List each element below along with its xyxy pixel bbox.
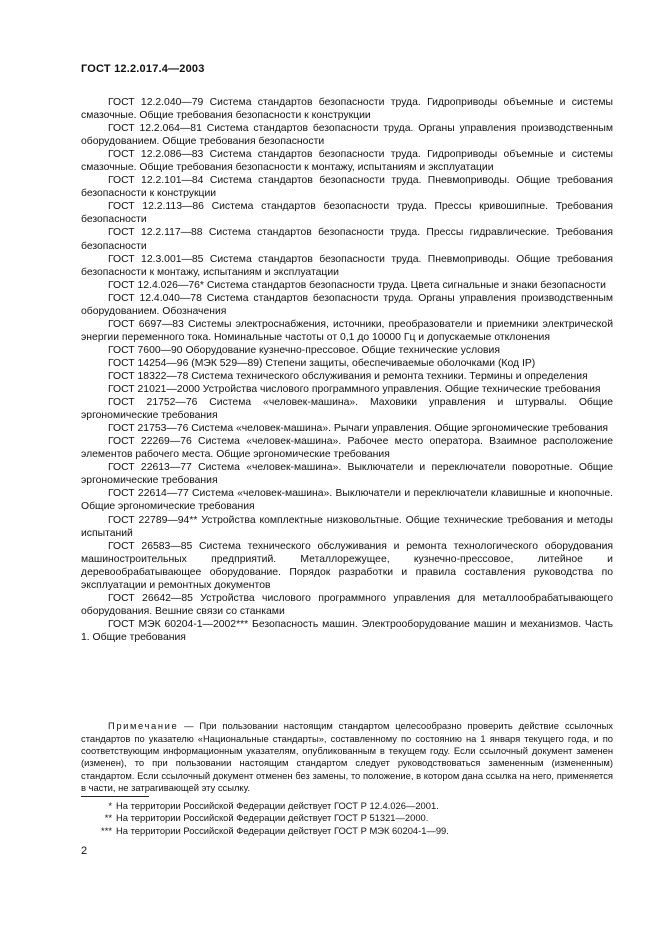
footnote: [81, 825, 613, 837]
footnote: [81, 800, 613, 812]
reference-item: ГОСТ 22614—77 Система «человек-машина». Выключатели и переключатели клавишные и кнопочные. Общие эргономические требования: [81, 488, 613, 513]
reference-item: ГОСТ 12.4.026—76* Система стандартов безопасности труда. Цвета сигнальные и знаки безопасности: [108, 279, 606, 291]
reference-item: ГОСТ 18322—78 Система технического обслуживания и ремонта техники. Термины и определения: [108, 370, 588, 382]
reference-item: ГОСТ 22613—77 Система «человек-машина». Выключатели и переключатели поворотные. Общие эргономические требования: [81, 462, 613, 487]
reference-item: ГОСТ 12.2.040—79 Система стандартов безопасности труда. Гидроприводы объемные и системы смазочные. Общие требования безопасности к конструкции: [81, 97, 613, 122]
footnote-text: На территории Российской Федерации действует ГОСТ Р 51321—2000.: [116, 812, 429, 824]
reference-item: ГОСТ 21753—76 Система «человек-машина». Рычаги управления. Общие эргономические требования: [108, 423, 609, 435]
reference-item: ГОСТ 12.2.086—83 Система стандартов безопасности труда. Гидроприводы объемные и системы смазочные. Общие требования безопасности к монтажу, испытаниям и эксплуатации: [81, 149, 613, 174]
reference-item: ГОСТ 7600—90 Оборудование кузнечно-прессовое. Общие технические условия: [108, 344, 500, 356]
reference-item: ГОСТ 6697—83 Системы электроснабжения, источники, преобразователи и приемники электрической энергии переменного тока. Номинальные частоты от 0,1 до 10000 Гц и допускаемые отклонения: [81, 318, 613, 343]
reference-item: ГОСТ 21752—76 Система «человек-машина». Маховики управления и штурвалы. Общие эргономические требования: [81, 397, 613, 422]
reference-item: ГОСТ 12.2.101—84 Система стандартов безопасности труда. Пневмоприводы. Общие требования безопасности к конструкции: [81, 175, 613, 200]
footnote-text: На территории Российской Федерации действует ГОСТ Р 12.4.026—2001.: [116, 800, 439, 811]
reference-item: ГОСТ 22789—94** Устройства комплектные низковольтные. Общие технические требования и методы испытаний: [81, 514, 613, 539]
footnote-text: На территории Российской Федерации действует ГОСТ Р МЭК 60204-1—99.: [116, 824, 449, 836]
reference-item: ГОСТ МЭК 60204-1—2002*** Безопасность машин. Электрооборудование машин и механизмов. Часть 1. Общие требования: [81, 618, 613, 643]
reference-item: ГОСТ 26583—85 Система технического обслуживания и ремонта технологического оборудования машиностроительных предприятий. Металлорежущее, кузнечно-прессовое, литейное и деревообрабатывающее оборудование. Порядок разработки и правила составления руководства по эксплуатации и ремонтных документов: [81, 540, 613, 591]
footnote-divider: [81, 796, 149, 797]
document-header: ГОСТ 12.2.017.4—2003: [81, 63, 205, 75]
reference-item: ГОСТ 22269—76 Система «человек-машина». Рабочее место оператора. Взаимное расположение элементов рабочего места. Общие эргономические требования: [81, 436, 613, 461]
page-number: 2: [81, 845, 88, 857]
footnote-mark: ***: [101, 824, 112, 836]
note-label: Примечание: [108, 720, 179, 732]
footnote-mark: *: [108, 800, 112, 811]
footnote: [81, 812, 613, 824]
reference-item: ГОСТ 12.2.113—86 Система стандартов безопасности труда. Прессы кривошипные. Требования безопасности: [81, 201, 613, 226]
reference-item: ГОСТ 12.2.064—81 Система стандартов безопасности труда. Органы управления производственным оборудованием. Общие требования безопасности: [81, 123, 613, 148]
footnote-mark: **: [104, 812, 112, 824]
reference-item: ГОСТ 14254—96 (МЭК 529—89) Степени защиты, обеспечиваемые оболочками (Код IP): [108, 357, 536, 369]
normative-references-list: [81, 96, 613, 644]
footnotes: [81, 800, 613, 837]
reference-item: ГОСТ 26642—85 Устройства числового программного управления для металлообрабатывающего оборудования. Вешние связи со станками: [81, 592, 613, 617]
reference-item: ГОСТ 12.3.001—85 Система стандартов безопасности труда. Пневмоприводы. Общие требования безопасности к монтажу, испытаниям и эксплуатации: [81, 253, 613, 278]
reference-item: ГОСТ 21021—2000 Устройства числового программного управления. Общие технические требования: [108, 384, 601, 396]
reference-item: ГОСТ 12.4.040—78 Система стандартов безопасности труда. Органы управления производственным оборудованием. Обозначения: [81, 292, 613, 317]
note-paragraph: [81, 720, 613, 794]
note-text: — При пользовании настоящим стандартом целесообразно проверить действие ссылочных стандартов по указателю «Национальные стандарты», составленному по состоянию на 1 января текущего года, и по соответствующим информационным указателям, опубликованным в текущем году. Если ссылочный документ заменен (изменен), то при пользовании настоящим стандартом следует руководствоваться замененным (измененным) стандартом. Если ссылочный документ отменен без замены, то положение, в котором дана ссылка на него, применяется в части, не затрагивающей эту ссылку.: [81, 720, 613, 793]
reference-item: ГОСТ 12.2.117—88 Система стандартов безопасности труда. Прессы гидравлические. Требования безопасности: [81, 227, 613, 252]
